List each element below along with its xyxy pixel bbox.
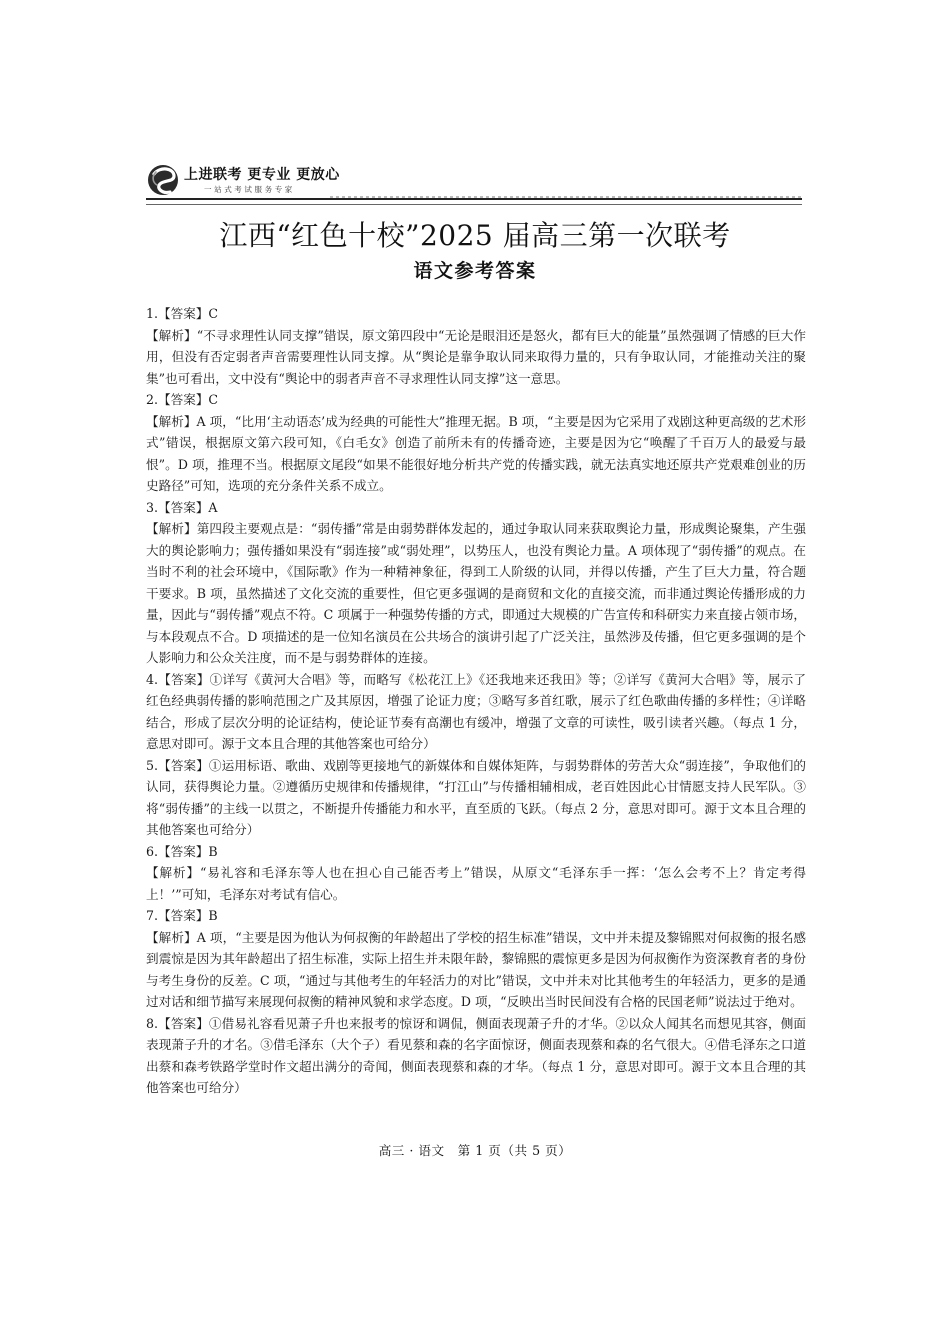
question-number: 4. (146, 671, 159, 687)
answer-paragraph (146, 669, 806, 755)
exam-title: 江西“红色十校”2025 届高三第一次联考 (219, 219, 731, 252)
question-number: 7. (146, 908, 159, 923)
header-rule-dots (330, 196, 802, 198)
explanation-text: 【解析】第四段主要观点是：“弱传播”常是由弱势群体发起的，通过争取认同来获取舆论力量，形成舆论聚集，产生强大的舆论影响力；强传播如果没有“弱连接”或“弱处理”，以势压人，也没有舆论力量。A 项体现了“弱传播”的观点。在当时不利的社会环境中，《国际歌》作为一种精神象征，得到工人阶级的认同，并得以传播，产生了巨大力量，符合题干要求。B 项，虽然描述了文化交流的重要性，但它更多强调的是商贸和文化的直接交流，而非通过舆论传播形成的力量，因此与“弱传播”观点不符。C 项属于一种强势传播的方式，即通过大规模的广告宣传和科研实力来直接占领市场，与本段观点不合。D 项描述的是一位知名演员在公共场合的演讲引起了广泛关注，虽然涉及传播，但它更多强调的是个人影响力和公众关注度，而不是与弱势群体的连接。 (146, 521, 806, 665)
page-footer: 高三 · 语文 第 1 页（共 5 页） (378, 1143, 572, 1158)
question-number: 6. (146, 843, 159, 859)
question-5 (146, 755, 806, 841)
answer-text: 【答案】B (158, 908, 218, 923)
question-number: 3. (146, 499, 159, 515)
question-number: 5. (146, 757, 159, 773)
explanation-text: 【解析】“不寻求理性认同支撑”错误，原文第四段中“无论是眼泪还是怒火，都有巨大的能量”虽然强调了情感的巨大作用，但没有否定弱者声音需要理性认同支撑。从“舆论是靠争取认同来取得力量的，只有争取认同，才能推动关注的聚集”也可看出，文中没有“舆论中的弱者声音不寻求理性认同支撑”这一意思。 (146, 327, 806, 386)
explanation-text: 【解析】A 项，“主要是因为他认为何叔衡的年龄超出了学校的招生标准”错误，文中并未提及黎锦熙对何叔衡的报名感到震惊是因为其年龄超出了招生标准，实际上招生并未限年龄，黎锦熙的震惊更多是因为何叔衡作为资深教育者的身份与考生身份的反差。C 项，“通过与其他考生的年轻活力的对比”错误，文中并未对比其他考生的年轻活力，更多的是通过对话和细节描写来展现何叔衡的精神风貌和求学态度。D 项，“反映出当时民间没有合格的民国老师”说法过于绝对。 (146, 929, 806, 1009)
answer-paragraph (146, 755, 806, 841)
answer-text: 【答案】①详写《黄河大合唱》等，而略写《松花江上》《还我地来还我田》等；②详写《黄河大合唱》等，展示了红色经典弱传播的影响范围之广及其原因，增强了论证力度；③略写多首红歌，展示了红色歌曲传播的多样性；④详略结合，形成了层次分明的论证结构，使论证节奏有高潮也有缓冲，增强了文章的可读性，吸引读者兴趣。（每点 1 分，意思对即可。源于文本且合理的其他答案也可给分） (146, 671, 806, 751)
question-6 (146, 841, 806, 906)
answer-line (146, 841, 806, 863)
answer-line (146, 497, 806, 519)
answer-key-title: 语文参考答案 (413, 260, 537, 282)
swirl-logo-icon (146, 160, 182, 200)
answer-text: 【答案】①借易礼容看见萧子升也来报考的惊讶和调侃，侧面表现萧子升的才华。②以众人闻其名而想见其容，侧面表现萧子升的才名。③借毛泽东（大个子）看见蔡和森的名字面惊讶，侧面表现蔡和森的名气很大。④借毛泽东之口道出蔡和森考铁路学堂时作文超出满分的奇闻，侧面表现蔡和森的才华。（每点 1 分，意思对即可。源于文本且合理的其他答案也可给分） (146, 1015, 806, 1095)
answer-text: 【答案】C (158, 392, 219, 407)
answer-text: 【答案】A (158, 499, 218, 515)
explanation-text: 【解析】“易礼容和毛泽东等人也在担心自己能否考上”错误，从原文“毛泽东手一挥：‘怎么会考不上？肯定考得上！’”可知，毛泽东对考试有信心。 (146, 865, 806, 902)
question-7 (146, 905, 806, 1013)
answer-line (146, 303, 806, 325)
question-number: 2. (146, 392, 159, 407)
answer-paragraph (146, 1013, 806, 1099)
question-number: 8. (146, 1015, 159, 1031)
question-1 (146, 303, 806, 389)
header-rule (146, 198, 802, 205)
answer-text: 【答案】C (158, 306, 219, 321)
question-3 (146, 497, 806, 669)
question-8 (146, 1013, 806, 1099)
question-number: 1. (146, 306, 159, 321)
explanation-text: 【解析】A 项，“比用‘主动语态’成为经典的可能性大”推理无据。B 项，“主要是因为它采用了戏剧这种更高级的艺术形式”错误，根据原文第六段可知，《白毛女》创造了前所未有的传播奇迹，主要是因为它“唤醒了千百万人的最爱与最恨”。D 项，推理不当。根据原文尾段“如果不能很好地分析共产党的传播实践，就无法真实地还原共产党艰难创业的历史路径”可知，选项的充分条件关系不成立。 (146, 413, 806, 493)
answer-text: 【答案】B (158, 843, 218, 859)
header-slogan: 上进联考 更专业 更放心 (184, 167, 340, 183)
answer-list (146, 303, 806, 1099)
question-2 (146, 389, 806, 497)
question-4 (146, 669, 806, 755)
answer-text: 【答案】①运用标语、歌曲、戏剧等更接地气的新媒体和自媒体矩阵，与弱势群体的劳苦大众“弱连接”，争取他们的认同，获得舆论力量。②遵循历史规律和传播规律，“打江山”与传播相辅相成，老百姓因此心甘情愿支持人民军队。③将“弱传播”的主线一以贯之，不断提升传播能力和水平，直至质的飞跃。（每点 2 分，意思对即可。源于文本且合理的其他答案也可给分） (146, 757, 806, 837)
header-subline: 一站式考试服务专家 (204, 185, 295, 194)
answer-line (146, 905, 806, 927)
header-logo (146, 160, 346, 200)
answer-line (146, 389, 806, 411)
